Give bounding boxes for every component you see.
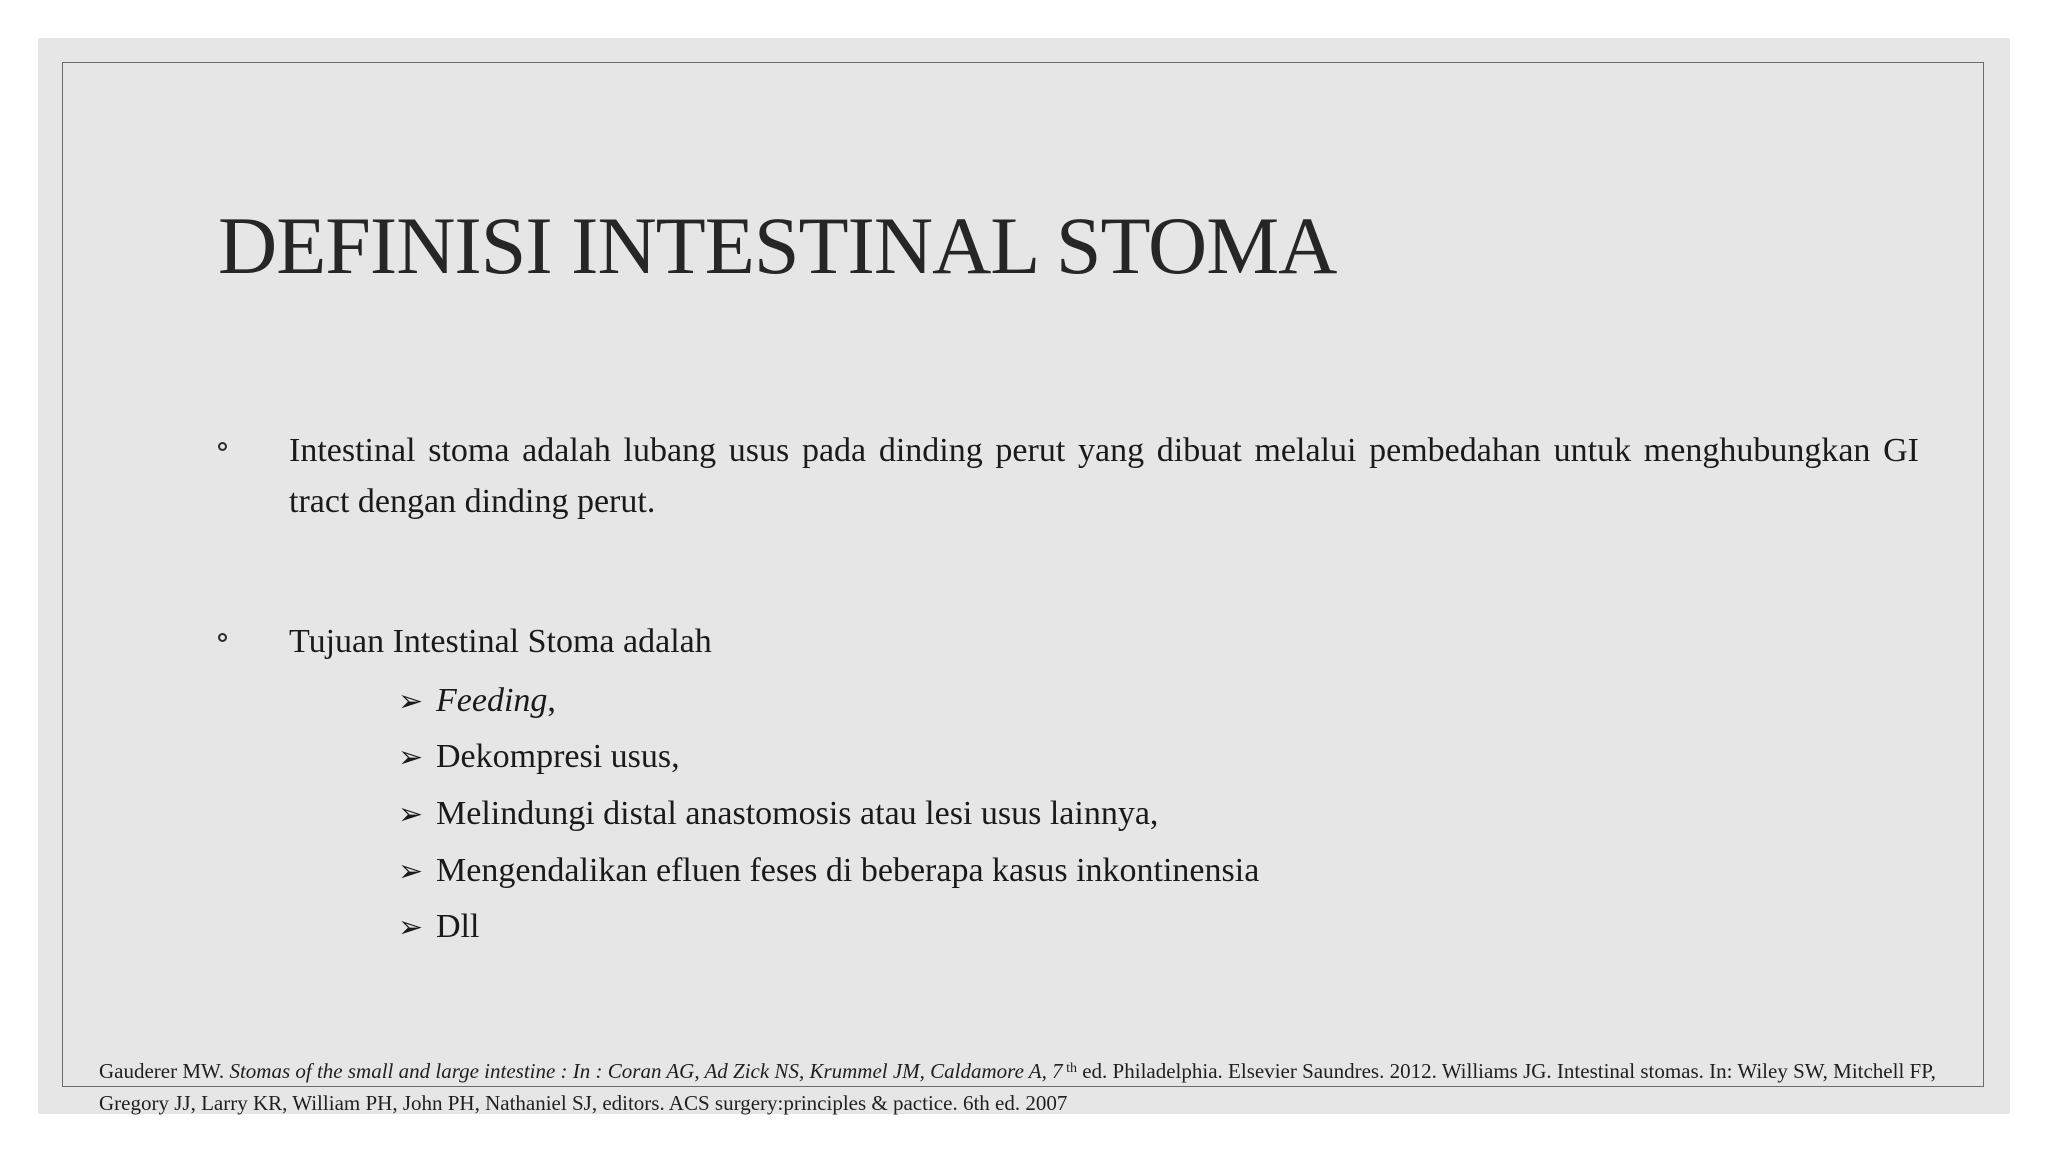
arrow-bullet-icon: ➢	[398, 685, 424, 718]
arrow-bullet-icon: ➢	[398, 741, 424, 774]
sub-bullet-dll	[398, 907, 479, 948]
bullet-purpose-text: Tujuan Intestinal Stoma adalah	[289, 623, 712, 660]
sub-bullet-mengendalikan	[398, 851, 1259, 892]
sub-bullet-text: Dll	[436, 908, 480, 945]
sub-bullet-text: Feeding	[436, 682, 548, 719]
arrow-bullet-icon: ➢	[398, 855, 424, 888]
reference-citation	[99, 1053, 1989, 1119]
sub-bullet-suffix: ,	[547, 682, 556, 719]
circle-bullet-icon	[218, 633, 227, 642]
slide-title: DEFINISI INTESTINAL STOMA	[218, 200, 1337, 291]
sub-bullet-text: Mengendalikan efluen feses di beberapa kasus inkontinensia	[436, 852, 1260, 889]
slide	[38, 38, 2010, 1114]
sub-bullet-text: Dekompresi usus,	[436, 738, 680, 775]
reference-superscript: th	[1062, 1061, 1077, 1076]
reference-details: ed. Philadelphia. Elsevier Saundres. 2012. Williams JG. Intestinal stomas. In: Wiley SW, Mitchell FP, Gregory JJ, Larry KR, William PH, John PH, Nathaniel SJ, editors. ACS surgery:principles & pactice. 6th ed. 2007	[99, 1059, 1936, 1115]
bullet-definition-text: Intestinal stoma adalah lubang usus pada dinding perut yang dibuat melalui pembedahan untuk menghubungkan GI tract dengan dinding perut.	[289, 432, 1919, 520]
slide-frame	[62, 62, 1984, 1115]
sub-bullet-feeding	[398, 681, 556, 722]
arrow-bullet-icon: ➢	[398, 798, 424, 831]
reference-author: Gauderer MW.	[99, 1059, 230, 1083]
circle-bullet-icon	[218, 442, 227, 451]
reference-title: Stomas of the small and large intestine : In : Coran AG, Ad Zick NS, Krummel JM, Caldamore A, 7	[229, 1059, 1063, 1083]
sub-bullet-melindungi	[398, 794, 1158, 835]
sub-bullet-dekompresi	[398, 737, 680, 778]
sub-bullet-text: Melindungi distal anastomosis atau lesi usus lainnya,	[436, 795, 1159, 832]
arrow-bullet-icon: ➢	[398, 911, 424, 944]
